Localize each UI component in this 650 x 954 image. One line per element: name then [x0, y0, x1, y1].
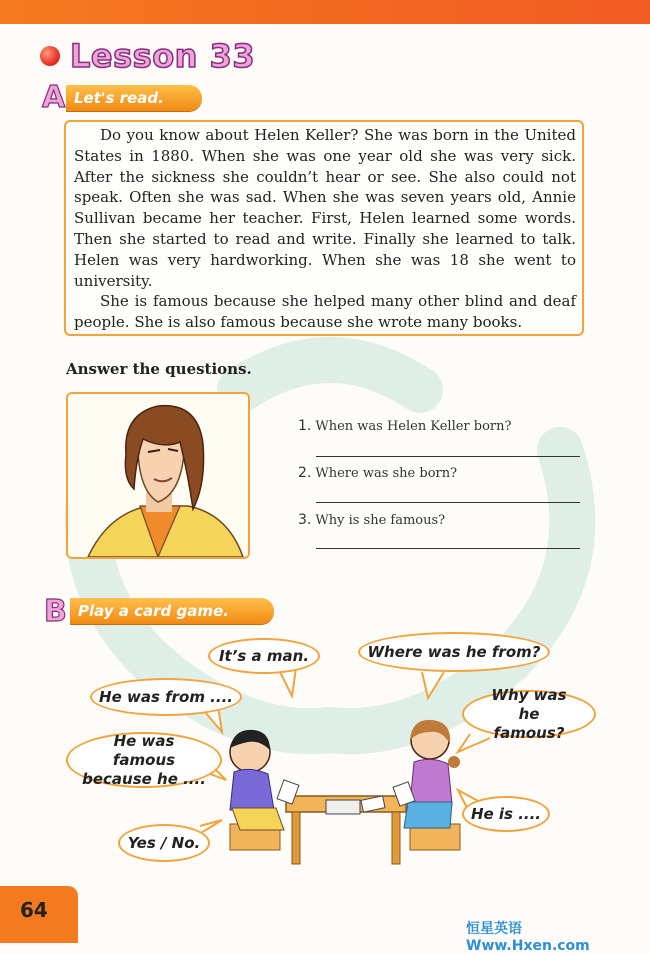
bubble-yes-no: Yes / No.	[118, 824, 210, 862]
bubble-why-famous: Why was he famous?	[462, 690, 596, 738]
bubble-he-is: He is ....	[462, 796, 550, 832]
question-2: 2. Where was she born?	[298, 465, 458, 481]
section-a-letter: A	[42, 80, 66, 115]
answer-heading: Answer the questions.	[66, 360, 252, 378]
site-watermark-text: 恒星英语 Www.Hxen.com	[466, 921, 590, 954]
reading-paragraph-1: Do you know about Helen Keller? She was born in the United States in 1880. When she was one year old she was very sick. After the sickness she couldn’t hear or see. She also could not speak. Often she was sad. When she was seven years old, Annie Sullivan became her teacher. First, Helen learned some words. Then she started to read and write. Finally she learned to talk. Helen was very hardworking. When she was 18 she went to university.	[74, 126, 576, 290]
lesson-title: Lesson 33	[70, 37, 256, 75]
bubble-famous-because: He was famous because he ....	[66, 732, 222, 788]
section-b-heading: Play a card game.	[70, 598, 274, 624]
bubble-where-from: Where was he from?	[358, 632, 550, 672]
reading-paragraph-2: She is famous because she helped many other blind and deaf people. She is also famous because she wrote many books.	[74, 292, 576, 332]
question-1: 1. When was Helen Keller born?	[298, 418, 512, 434]
section-b-letter: B	[44, 594, 67, 629]
question-3: 3. Why is she famous?	[298, 512, 446, 528]
card-game-scene-icon	[200, 700, 500, 880]
page-number: 64	[20, 898, 48, 922]
bubble-its-a-man: It’s a man.	[208, 638, 320, 674]
bubble-he-was-from: He was from ....	[90, 678, 242, 716]
section-a-heading: Let's read.	[66, 85, 202, 111]
